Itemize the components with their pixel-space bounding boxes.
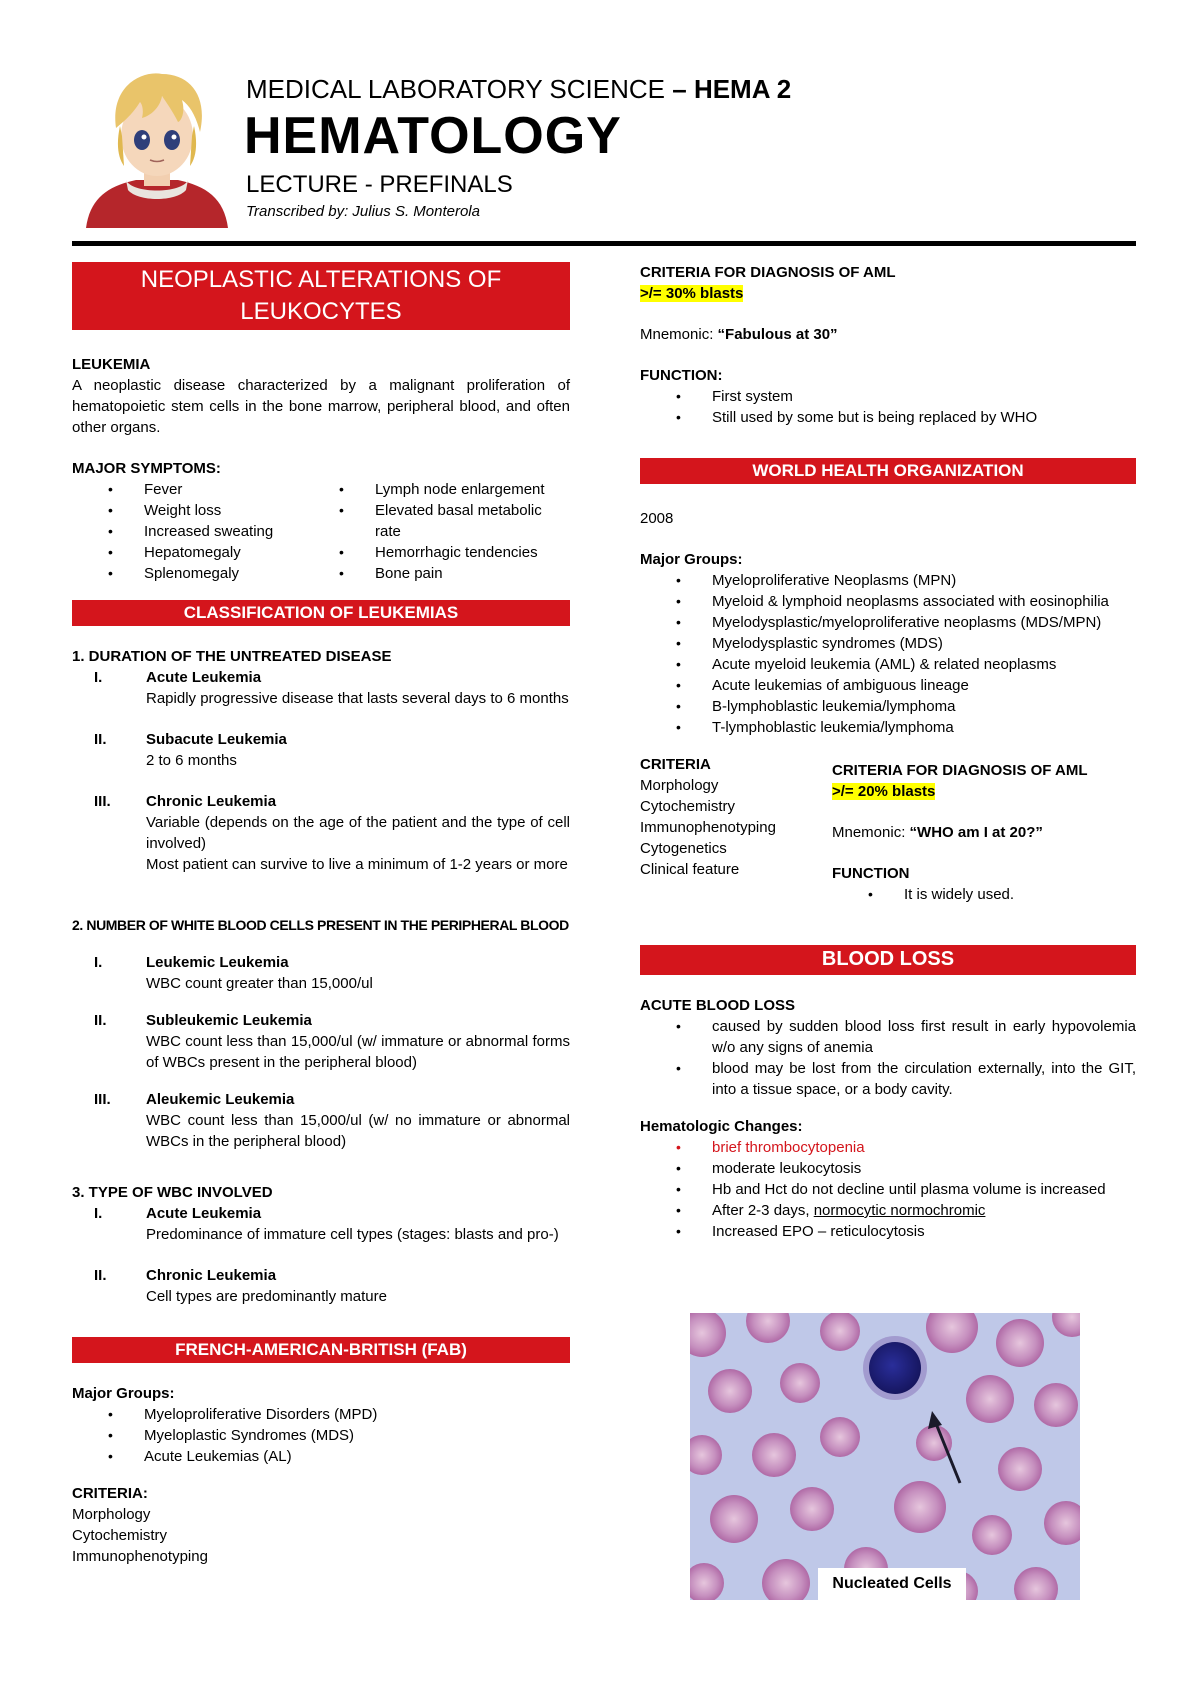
numbered-item xyxy=(94,791,570,875)
numbered-item xyxy=(94,667,570,709)
symptoms-heading: MAJOR SYMPTOMS: xyxy=(72,460,221,477)
fab-aml-heading: CRITERIA FOR DIAGNOSIS OF AML xyxy=(640,264,896,281)
document-subtitle: LECTURE - PREFINALS xyxy=(246,171,513,198)
symptoms-list xyxy=(72,479,570,584)
symptoms-col-1 xyxy=(108,479,339,584)
list-item: • Acute Leukemias (AL) xyxy=(108,1446,570,1467)
list-item: • caused by sudden blood loss first result in early hypovolemia w/o any signs of anemia xyxy=(676,1016,1136,1058)
list-item: • Elevated basal metabolic rate xyxy=(339,500,570,542)
fab-criteria-heading: CRITERIA: xyxy=(72,1485,148,1502)
item-title: Subacute Leukemia xyxy=(146,731,287,748)
who-aml-value: >/= 20% blasts xyxy=(832,783,936,800)
acute-blood-loss-heading: ACUTE BLOOD LOSS xyxy=(640,997,796,1014)
numbered-item xyxy=(94,952,570,994)
wbc-count-list xyxy=(72,952,570,1152)
item-description: Predominance of immature cell types (stages: blasts and pro-) xyxy=(146,1226,559,1243)
blood-smear-image xyxy=(690,1313,1080,1600)
wbc-type-list xyxy=(72,1203,570,1307)
fab-function-list xyxy=(676,386,1136,428)
list-item: • Increased EPO – reticulocytosis xyxy=(676,1221,1136,1242)
wbc-type-heading: 3. TYPE OF WBC INVOLVED xyxy=(72,1184,273,1201)
who-criteria-list xyxy=(640,775,832,880)
who-criteria-left xyxy=(640,754,832,905)
document-title: HEMATOLOGY xyxy=(244,107,622,165)
fab-mnemonic: Mnemonic: “Fabulous at 30” xyxy=(640,326,838,343)
duration-list xyxy=(72,667,570,875)
list-item: • Fever xyxy=(108,479,339,500)
symptoms-col-2 xyxy=(339,479,570,584)
list-item: • Myeloid & lymphoid neoplasms associated with eosinophilia xyxy=(676,591,1136,612)
section-banner-classification: CLASSIFICATION OF LEUKEMIAS xyxy=(72,600,570,626)
numbered-item xyxy=(94,1265,570,1307)
numbered-item xyxy=(94,1089,570,1152)
course-title: MEDICAL LABORATORY SCIENCE – HEMA 2 xyxy=(246,74,792,104)
who-function-heading: FUNCTION xyxy=(832,865,910,882)
who-criteria-heading: CRITERIA xyxy=(640,756,711,773)
section-banner-blood-loss: BLOOD LOSS xyxy=(640,945,1136,975)
item-description: WBC count greater than 15,000/ul xyxy=(146,975,373,992)
item-title: Aleukemic Leukemia xyxy=(146,1091,295,1108)
item-title: Chronic Leukemia xyxy=(146,793,277,810)
leukemia-heading: LEUKEMIA xyxy=(72,356,151,373)
item-number: II. xyxy=(94,1012,107,1029)
header-divider xyxy=(72,241,1136,246)
item-title: Acute Leukemia xyxy=(146,1205,262,1222)
item-description: Most patient can survive to live a minimum of 1-2 years or more xyxy=(146,856,568,873)
list-item: • Myelodysplastic/myeloproliferative neoplasms (MDS/MPN) xyxy=(676,612,1136,633)
hematologic-changes-heading: Hematologic Changes: xyxy=(640,1118,803,1135)
numbered-item xyxy=(94,1010,570,1073)
who-mnemonic: Mnemonic: “WHO am I at 20?” xyxy=(832,824,1043,841)
list-item: • Myeloplastic Syndromes (MDS) xyxy=(108,1425,570,1446)
item-number: I. xyxy=(94,954,103,971)
list-item: • Hepatomegaly xyxy=(108,542,339,563)
acute-blood-loss-list xyxy=(676,1016,1136,1100)
numbered-item xyxy=(94,1203,570,1245)
fab-function-heading: FUNCTION: xyxy=(640,367,723,384)
leukemia-definition: A neoplastic disease characterized by a malignant proliferation of hematopoietic stem cells in the bone marrow, peripheral blood, and often other organs. xyxy=(72,377,570,436)
list-item: Cytochemistry xyxy=(72,1527,168,1544)
item-description: Cell types are predominantly mature xyxy=(146,1288,387,1305)
item-description: WBC count less than 15,000/ul (w/ no immature or abnormal WBCs in the peripheral blood) xyxy=(146,1112,570,1150)
image-caption: Nucleated Cells xyxy=(818,1568,966,1600)
list-item: • T-lymphoblastic leukemia/lymphoma xyxy=(676,717,1136,738)
left-column xyxy=(72,262,570,1567)
duration-heading: 1. DURATION OF THE UNTREATED DISEASE xyxy=(72,648,392,665)
fab-criteria-list xyxy=(72,1504,570,1567)
fab-groups-list xyxy=(108,1404,570,1467)
list-item: Cytochemistry xyxy=(640,798,736,815)
hematologic-changes-list xyxy=(676,1137,1136,1242)
item-description: Variable (depends on the age of the patient and the type of cell involved) xyxy=(146,814,570,852)
item-number: III. xyxy=(94,793,111,810)
avatar-illustration xyxy=(86,66,228,228)
fab-aml-value: >/= 30% blasts xyxy=(640,285,744,302)
list-item: • Myeloproliferative Neoplasms (MPN) xyxy=(676,570,1136,591)
who-function-list xyxy=(868,884,1136,905)
who-groups-list xyxy=(676,570,1136,738)
list-item: • Acute myeloid leukemia (AML) & related neoplasms xyxy=(676,654,1136,675)
list-item: Immunophenotyping xyxy=(72,1548,208,1565)
who-aml-heading: CRITERIA FOR DIAGNOSIS OF AML xyxy=(832,762,1088,779)
item-description: WBC count less than 15,000/ul (w/ immature or abnormal forms of WBCs present in the peripheral blood) xyxy=(146,1033,570,1071)
item-number: III. xyxy=(94,1091,111,1108)
list-item: Morphology xyxy=(72,1506,151,1523)
list-item: • Weight loss xyxy=(108,500,339,521)
section-banner-fab: FRENCH-AMERICAN-BRITISH (FAB) xyxy=(72,1337,570,1363)
list-item: Morphology xyxy=(640,777,719,794)
item-number: II. xyxy=(94,731,107,748)
list-item: • It is widely used. xyxy=(868,884,1136,905)
list-item: • Hemorrhagic tendencies xyxy=(339,542,570,563)
list-item: • moderate leukocytosis xyxy=(676,1158,1136,1179)
who-groups-heading: Major Groups: xyxy=(640,551,743,568)
section-banner-who: WORLD HEALTH ORGANIZATION xyxy=(640,458,1136,484)
who-criteria-right xyxy=(832,760,1136,905)
wbc-count-heading: 2. NUMBER OF WHITE BLOOD CELLS PRESENT IN THE PERIPHERAL BLOOD xyxy=(72,917,569,933)
item-title: Subleukemic Leukemia xyxy=(146,1012,312,1029)
item-description: Rapidly progressive disease that lasts several days to 6 months xyxy=(146,690,569,707)
list-item: • Lymph node enlargement xyxy=(339,479,570,500)
fab-groups-heading: Major Groups: xyxy=(72,1385,175,1402)
item-title: Acute Leukemia xyxy=(146,669,262,686)
item-title: Leukemic Leukemia xyxy=(146,954,289,971)
list-item: • Hb and Hct do not decline until plasma volume is increased xyxy=(676,1179,1136,1200)
right-column xyxy=(640,262,1136,1242)
list-item: • Acute leukemias of ambiguous lineage xyxy=(676,675,1136,696)
transcriber-credit: Transcribed by: Julius S. Monterola xyxy=(246,203,480,220)
item-description: 2 to 6 months xyxy=(146,752,237,769)
list-item: Immunophenotyping xyxy=(640,819,776,836)
item-number: I. xyxy=(94,669,103,686)
list-item: • Splenomegaly xyxy=(108,563,339,584)
who-criteria-block xyxy=(640,754,1136,905)
item-number: II. xyxy=(94,1267,107,1284)
item-number: I. xyxy=(94,1205,103,1222)
list-item: • Myelodysplastic syndromes (MDS) xyxy=(676,633,1136,654)
list-item: • B-lymphoblastic leukemia/lymphoma xyxy=(676,696,1136,717)
list-item: Cytogenetics xyxy=(640,840,727,857)
list-item: • After 2-3 days, normocytic normochromic xyxy=(676,1200,1136,1221)
numbered-item xyxy=(94,729,570,771)
list-item: • Bone pain xyxy=(339,563,570,584)
section-banner-neoplastic: NEOPLASTIC ALTERATIONS OF LEUKOCYTES xyxy=(72,262,570,330)
list-item: • Increased sweating xyxy=(108,521,339,542)
list-item: • Myeloproliferative Disorders (MPD) xyxy=(108,1404,570,1425)
item-title: Chronic Leukemia xyxy=(146,1267,277,1284)
list-item: Clinical feature xyxy=(640,861,740,878)
list-item: • Still used by some but is being replaced by WHO xyxy=(676,407,1136,428)
list-item: • brief thrombocytopenia xyxy=(676,1137,1136,1158)
who-year: 2008 xyxy=(640,510,674,527)
list-item: • First system xyxy=(676,386,1136,407)
list-item: • blood may be lost from the circulation externally, into the GIT, into a tissue space, or a body cavity. xyxy=(676,1058,1136,1100)
